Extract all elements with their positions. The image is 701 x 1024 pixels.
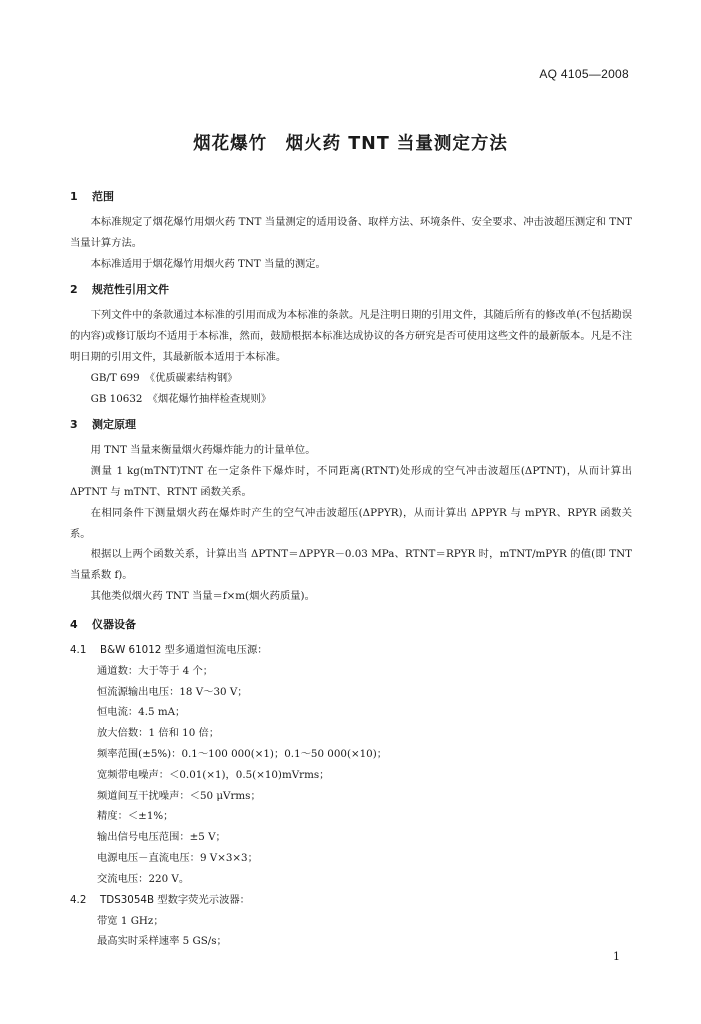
section-number: 4 xyxy=(70,617,78,631)
spec-item: 宽频带电噪声：＜0.01(×1)，0.5(×10)mVrms； xyxy=(97,768,330,781)
paragraph: 测量 1 kg(mTNT)TNT 在一定条件下爆炸时，不同距离(RTNT)处形成的空气冲击波超压(ΔPTNT)，从而计算出 ΔPTNT 与 mTNT、RTNT 函数关系。 xyxy=(70,465,632,498)
section-number: 2 xyxy=(70,283,78,297)
section-heading xyxy=(70,279,632,301)
paragraph: 本标准规定了烟花爆竹用烟火药 TNT 当量测定的适用设备、取样方法、环境条件、安全要求、冲击波超压测定和 TNT 当量计算方法。 xyxy=(70,216,632,249)
section-heading xyxy=(70,414,632,436)
spec-item: 放大倍数：1 倍和 10 倍； xyxy=(97,727,220,740)
section-number: 1 xyxy=(70,190,78,203)
document-body xyxy=(70,186,632,952)
spec-item: 恒流源输出电压：18 V～30 V； xyxy=(97,685,248,698)
spec-item: 精度：＜±1%； xyxy=(97,810,174,823)
reference-item: GB 10632 《烟花爆竹抽样检查规则》 xyxy=(90,392,272,405)
subsection-title: B&W 61012 型多通道恒流电压源： xyxy=(100,643,268,656)
spec-item: 恒电流：4.5 mA； xyxy=(97,706,186,719)
paragraph: 在相同条件下测量烟火药在爆炸时产生的空气冲击波超压(ΔPPYR)，从而计算出 ΔPPYR 与 mPYR、RPYR 函数关系。 xyxy=(70,506,632,540)
section-heading xyxy=(70,186,632,208)
section-principle xyxy=(70,414,632,606)
section-normative-references xyxy=(70,279,632,409)
subsection-number: 4.1 xyxy=(70,643,87,656)
standard-code: AQ 4105—2008 xyxy=(539,67,629,81)
paragraph: 本标准适用于烟花爆竹用烟火药 TNT 当量的测定。 xyxy=(90,257,326,270)
spec-item: 频道间互干扰噪声：＜50 μVrms； xyxy=(97,789,261,802)
subsection-heading xyxy=(70,640,632,661)
section-title: 仪器设备 xyxy=(92,617,136,631)
subsection-number: 4.2 xyxy=(70,893,87,906)
section-equipment xyxy=(70,614,632,952)
section-scope xyxy=(70,186,632,274)
paragraph: 用 TNT 当量来衡量烟火药爆炸能力的计量单位。 xyxy=(90,444,316,457)
spec-item: 通道数：大于等于 4 个； xyxy=(97,664,214,677)
subsection-title: TDS3054B 型数字荧光示波器： xyxy=(100,893,250,906)
document-title: 烟花爆竹 烟火药 TNT 当量测定方法 xyxy=(193,134,508,154)
subsection-heading xyxy=(70,890,632,911)
spec-item: 频率范围(±5%)：0.1～100 000(×1)；0.1～50 000(×10)； xyxy=(97,747,388,760)
paragraph: 下列文件中的条款通过本标准的引用而成为本标准的条款。凡是注明日期的引用文件，其随后所有的修改单(不包括勘误的内容)或修订版均不适用于本标准，然而，鼓励根据本标准达成协议的各方研究是否可使用这些文件的最新版本。凡是不注明日期的引用文件，其最新版本适用于本标准。 xyxy=(70,309,632,363)
section-title: 规范性引用文件 xyxy=(92,283,169,297)
spec-item: 带宽 1 GHz； xyxy=(97,914,164,927)
spec-item: 电源电压－直流电压：9 V×3×3； xyxy=(97,851,258,864)
paragraph: 根据以上两个函数关系，计算出当 ΔPTNT＝ΔPPYR－0.03 MPa、RTNT＝RPYR 时，mTNT/mPYR 的值(即 TNT 当量系数 f)。 xyxy=(70,548,632,582)
page-number: 1 xyxy=(613,950,620,963)
section-title: 测定原理 xyxy=(92,418,136,432)
spec-item: 输出信号电压范围：±5 V； xyxy=(97,831,226,844)
paragraph: 其他类似烟火药 TNT 当量＝f×m(烟火药质量)。 xyxy=(90,589,315,602)
section-heading xyxy=(70,614,632,636)
section-number: 3 xyxy=(70,418,78,432)
section-title: 范围 xyxy=(92,190,114,203)
reference-item: GB/T 699 《优质碳素结构钢》 xyxy=(90,371,238,384)
spec-item: 最高实时采样速率 5 GS/s； xyxy=(97,935,227,948)
spec-item: 交流电压：220 V。 xyxy=(97,872,190,885)
